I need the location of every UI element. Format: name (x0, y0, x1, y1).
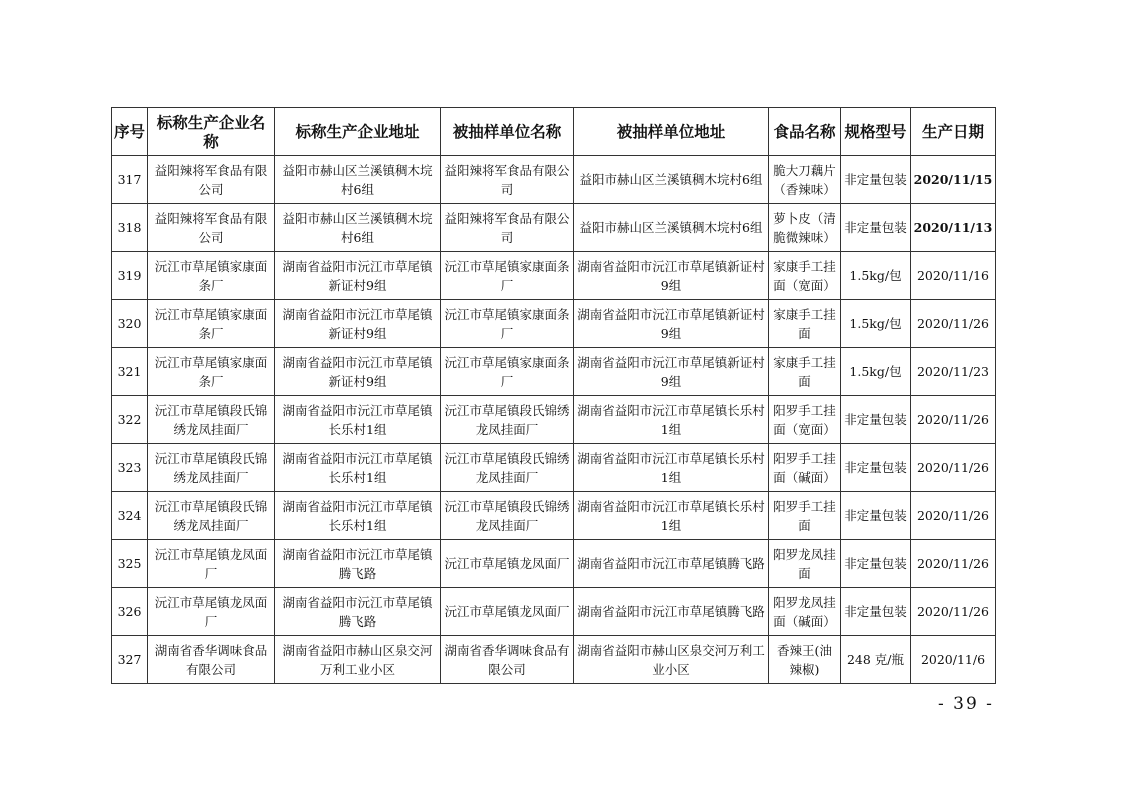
cell-sampled-unit-name: 湖南省香华调味食品有限公司 (441, 636, 574, 684)
cell-producer-address: 湖南省益阳市沅江市草尾镇长乐村1组 (275, 444, 441, 492)
cell-sampled-unit-address: 湖南省益阳市沅江市草尾镇新证村9组 (574, 300, 769, 348)
table-row (112, 156, 996, 204)
cell-sampled-unit-name: 沅江市草尾镇龙凤面厂 (441, 588, 574, 636)
cell-spec: 1.5kg/包 (841, 348, 911, 396)
cell-sampled-unit-address: 湖南省益阳市沅江市草尾镇腾飞路 (574, 540, 769, 588)
cell-producer-name: 沅江市草尾镇家康面条厂 (148, 300, 275, 348)
table-row (112, 588, 996, 636)
cell-serial: 326 (112, 588, 148, 636)
cell-spec: 非定量包装 (841, 396, 911, 444)
cell-serial: 319 (112, 252, 148, 300)
cell-producer-address: 湖南省益阳市沅江市草尾镇新证村9组 (275, 300, 441, 348)
table-header-row (112, 108, 996, 156)
cell-food-name: 阳罗龙凤挂面（碱面） (769, 588, 841, 636)
cell-spec: 非定量包装 (841, 204, 911, 252)
cell-producer-address: 湖南省益阳市沅江市草尾镇腾飞路 (275, 588, 441, 636)
inspection-table (111, 107, 996, 684)
cell-producer-name: 沅江市草尾镇龙凤面厂 (148, 540, 275, 588)
cell-producer-name: 沅江市草尾镇段氏锦绣龙凤挂面厂 (148, 396, 275, 444)
cell-sampled-unit-name: 沅江市草尾镇龙凤面厂 (441, 540, 574, 588)
cell-sampled-unit-address: 湖南省益阳市沅江市草尾镇新证村9组 (574, 252, 769, 300)
cell-sampled-unit-name: 沅江市草尾镇段氏锦绣龙凤挂面厂 (441, 396, 574, 444)
header-sampled-unit-address: 被抽样单位地址 (574, 108, 769, 156)
cell-production-date: 2020/11/15 (911, 156, 996, 204)
cell-producer-name: 沅江市草尾镇龙凤面厂 (148, 588, 275, 636)
cell-spec: 非定量包装 (841, 492, 911, 540)
cell-producer-name: 益阳辣将军食品有限公司 (148, 204, 275, 252)
table-row (112, 252, 996, 300)
cell-producer-address: 湖南省益阳市沅江市草尾镇新证村9组 (275, 348, 441, 396)
cell-spec: 1.5kg/包 (841, 252, 911, 300)
table-row (112, 444, 996, 492)
cell-spec: 非定量包装 (841, 444, 911, 492)
cell-producer-address: 湖南省益阳市沅江市草尾镇长乐村1组 (275, 396, 441, 444)
table-row (112, 300, 996, 348)
cell-serial: 318 (112, 204, 148, 252)
cell-production-date: 2020/11/13 (911, 204, 996, 252)
table-row (112, 540, 996, 588)
cell-serial: 325 (112, 540, 148, 588)
cell-production-date: 2020/11/16 (911, 252, 996, 300)
cell-food-name: 阳罗龙凤挂面 (769, 540, 841, 588)
cell-producer-name: 沅江市草尾镇段氏锦绣龙凤挂面厂 (148, 492, 275, 540)
cell-sampled-unit-name: 沅江市草尾镇家康面条厂 (441, 348, 574, 396)
cell-serial: 323 (112, 444, 148, 492)
header-serial: 序号 (112, 108, 148, 156)
table-row (112, 348, 996, 396)
cell-production-date: 2020/11/26 (911, 396, 996, 444)
cell-spec: 非定量包装 (841, 588, 911, 636)
cell-food-name: 家康手工挂面 (769, 348, 841, 396)
cell-production-date: 2020/11/23 (911, 348, 996, 396)
cell-sampled-unit-address: 益阳市赫山区兰溪镇稠木垸村6组 (574, 204, 769, 252)
cell-sampled-unit-name: 沅江市草尾镇段氏锦绣龙凤挂面厂 (441, 492, 574, 540)
cell-sampled-unit-address: 湖南省益阳市赫山区泉交河万利工业小区 (574, 636, 769, 684)
cell-producer-address: 益阳市赫山区兰溪镇稠木垸村6组 (275, 204, 441, 252)
cell-sampled-unit-name: 益阳辣将军食品有限公司 (441, 156, 574, 204)
cell-producer-name: 沅江市草尾镇家康面条厂 (148, 252, 275, 300)
cell-sampled-unit-address: 益阳市赫山区兰溪镇稠木垸村6组 (574, 156, 769, 204)
cell-sampled-unit-name: 沅江市草尾镇家康面条厂 (441, 252, 574, 300)
cell-production-date: 2020/11/26 (911, 540, 996, 588)
cell-serial: 324 (112, 492, 148, 540)
cell-sampled-unit-name: 沅江市草尾镇家康面条厂 (441, 300, 574, 348)
table-row (112, 204, 996, 252)
cell-serial: 322 (112, 396, 148, 444)
cell-food-name: 家康手工挂面 (769, 300, 841, 348)
header-sampled-unit-name: 被抽样单位名称 (441, 108, 574, 156)
page-number: - 39 - (938, 694, 994, 714)
cell-producer-address: 湖南省益阳市沅江市草尾镇腾飞路 (275, 540, 441, 588)
cell-producer-address: 湖南省益阳市沅江市草尾镇新证村9组 (275, 252, 441, 300)
cell-food-name: 阳罗手工挂面 (769, 492, 841, 540)
cell-producer-name: 湖南省香华调味食品有限公司 (148, 636, 275, 684)
cell-sampled-unit-name: 沅江市草尾镇段氏锦绣龙凤挂面厂 (441, 444, 574, 492)
cell-production-date: 2020/11/26 (911, 492, 996, 540)
header-food-name: 食品名称 (769, 108, 841, 156)
table-row (112, 492, 996, 540)
cell-producer-name: 沅江市草尾镇段氏锦绣龙凤挂面厂 (148, 444, 275, 492)
cell-food-name: 家康手工挂面（宽面） (769, 252, 841, 300)
cell-food-name: 脆大刀藕片（香辣味） (769, 156, 841, 204)
cell-food-name: 阳罗手工挂面（碱面） (769, 444, 841, 492)
cell-food-name: 香辣王(油辣椒) (769, 636, 841, 684)
cell-sampled-unit-address: 湖南省益阳市沅江市草尾镇腾飞路 (574, 588, 769, 636)
cell-production-date: 2020/11/26 (911, 588, 996, 636)
cell-serial: 320 (112, 300, 148, 348)
table-row (112, 636, 996, 684)
header-spec: 规格型号 (841, 108, 911, 156)
cell-sampled-unit-address: 湖南省益阳市沅江市草尾镇长乐村1组 (574, 444, 769, 492)
cell-serial: 317 (112, 156, 148, 204)
cell-production-date: 2020/11/26 (911, 300, 996, 348)
cell-producer-address: 益阳市赫山区兰溪镇稠木垸村6组 (275, 156, 441, 204)
cell-food-name: 阳罗手工挂面（宽面） (769, 396, 841, 444)
cell-production-date: 2020/11/26 (911, 444, 996, 492)
cell-producer-name: 益阳辣将军食品有限公司 (148, 156, 275, 204)
cell-serial: 321 (112, 348, 148, 396)
cell-producer-address: 湖南省益阳市沅江市草尾镇长乐村1组 (275, 492, 441, 540)
header-production-date: 生产日期 (911, 108, 996, 156)
cell-spec: 248 克/瓶 (841, 636, 911, 684)
cell-sampled-unit-name: 益阳辣将军食品有限公司 (441, 204, 574, 252)
cell-serial: 327 (112, 636, 148, 684)
cell-spec: 1.5kg/包 (841, 300, 911, 348)
table-row (112, 396, 996, 444)
cell-spec: 非定量包装 (841, 156, 911, 204)
cell-producer-name: 沅江市草尾镇家康面条厂 (148, 348, 275, 396)
cell-producer-address: 湖南省益阳市赫山区泉交河万利工业小区 (275, 636, 441, 684)
cell-sampled-unit-address: 湖南省益阳市沅江市草尾镇长乐村1组 (574, 492, 769, 540)
cell-sampled-unit-address: 湖南省益阳市沅江市草尾镇长乐村1组 (574, 396, 769, 444)
cell-food-name: 萝卜皮（清脆微辣味） (769, 204, 841, 252)
header-producer-address: 标称生产企业地址 (275, 108, 441, 156)
cell-production-date: 2020/11/6 (911, 636, 996, 684)
cell-sampled-unit-address: 湖南省益阳市沅江市草尾镇新证村9组 (574, 348, 769, 396)
header-producer-name: 标称生产企业名称 (148, 108, 275, 156)
cell-spec: 非定量包装 (841, 540, 911, 588)
